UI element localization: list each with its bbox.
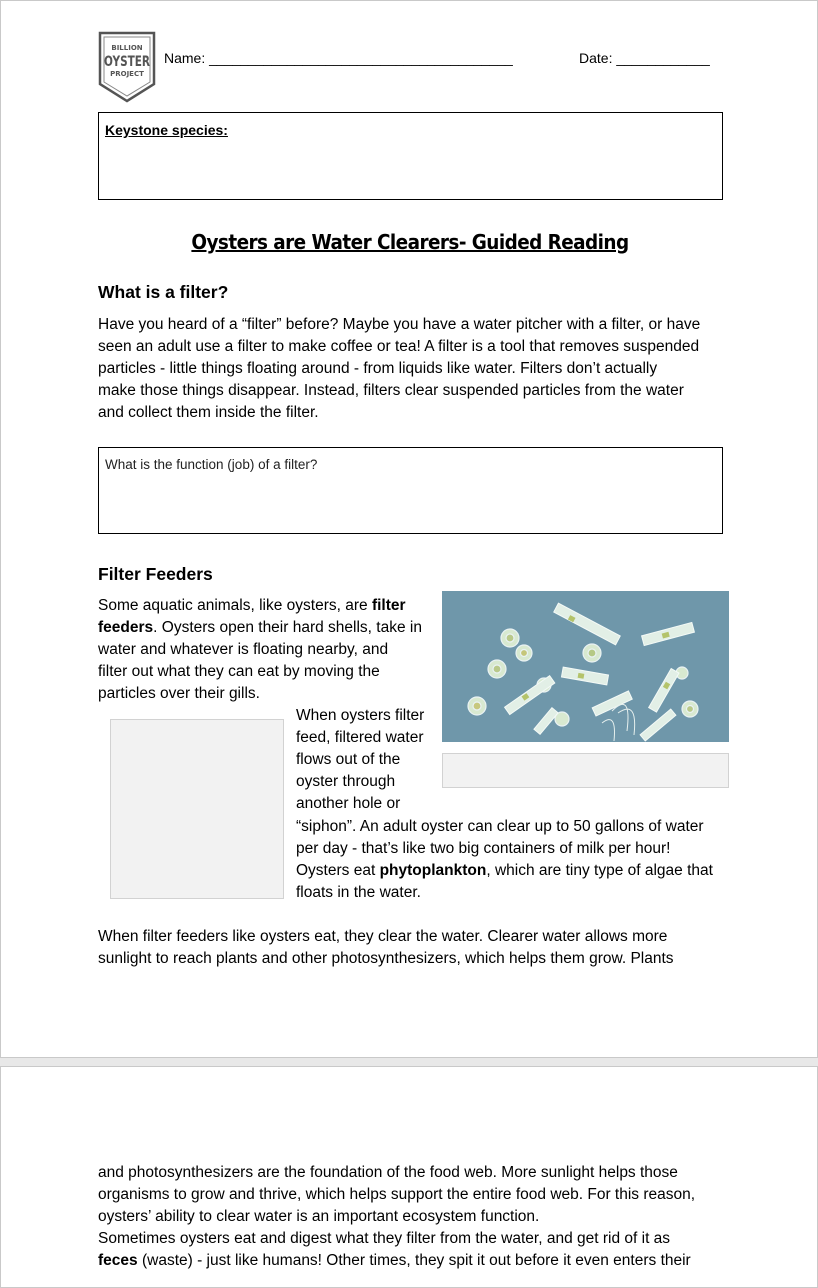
bold-term-feeders: feeders <box>98 619 154 636</box>
text-span: . Oysters open their hard shells, take in <box>153 619 422 636</box>
text-line <box>98 595 438 617</box>
text-line: Sometimes oysters eat and digest what they filter from the water, and get rid of it as <box>98 1230 671 1247</box>
logo-line1: BILLION <box>111 44 143 52</box>
text-span: (waste) - just like humans! Other times, they spit it out before it even enters their <box>137 1252 691 1269</box>
text-line: oysters’ ability to clear water is an important ecosystem function. <box>98 1208 540 1225</box>
billion-oyster-project-logo <box>97 30 157 103</box>
text-line <box>98 1250 738 1272</box>
text-line: and photosynthesizers are the foundation of the food web. More sunlight helps those <box>98 1164 678 1181</box>
text-span: Some aquatic animals, like oysters, are <box>98 597 372 614</box>
bold-term-filter: filter <box>371 597 406 614</box>
text-span: Oysters eat <box>296 862 380 879</box>
text-line: oyster through <box>296 773 396 790</box>
text-line: Have you heard of a “filter” before? Maybe you have a water pitcher with a filter, or have <box>98 316 701 333</box>
section1-paragraph <box>98 314 738 424</box>
filter-feeders-paragraph-3 <box>98 926 738 970</box>
date-field[interactable]: Date: ____________ <box>579 50 710 66</box>
bold-term-feces: feces <box>98 1252 138 1269</box>
oyster-image-placeholder <box>110 719 284 899</box>
filter-function-question: What is the function (job) of a filter? <box>105 457 318 472</box>
bold-term-phytoplankton: phytoplankton <box>379 862 487 879</box>
name-field[interactable]: Name: _______________________________________ <box>164 50 513 66</box>
text-line: another hole or <box>296 795 401 812</box>
filter-feeders-paragraph-2-wide <box>296 816 736 904</box>
text-line: organisms to grow and thrive, which helps support the entire food web. For this reason, <box>98 1186 696 1203</box>
filter-function-answer-box[interactable] <box>98 447 723 534</box>
filter-feeders-paragraph-2-narrow <box>296 705 436 815</box>
text-line: When oysters filter <box>296 707 425 724</box>
text-line: feed, filtered water <box>296 729 424 746</box>
phytoplankton-diatoms-image <box>442 591 729 742</box>
section-heading-filter-feeders: Filter Feeders <box>98 564 213 584</box>
text-line: seen an adult use a filter to make coffee or tea! A filter is a tool that removes suspended <box>98 338 700 355</box>
text-line: filter out what they can eat by moving the <box>98 663 380 680</box>
keystone-species-label: Keystone species: <box>105 122 228 138</box>
text-line: and collect them inside the filter. <box>98 404 319 421</box>
filter-feeders-paragraph-1 <box>98 595 438 705</box>
text-line: make those things disappear. Instead, filters clear suspended particles from the water <box>98 382 684 399</box>
document-page-2 <box>0 1066 818 1288</box>
text-line: sunlight to reach plants and other photosynthesizers, which helps them grow. Plants <box>98 950 674 967</box>
text-line: floats in the water. <box>296 884 421 901</box>
text-line: water and whatever is floating nearby, and <box>98 641 389 658</box>
image-caption-placeholder <box>442 753 729 788</box>
text-line: particles over their gills. <box>98 685 260 702</box>
page2-paragraph <box>98 1162 738 1272</box>
text-line <box>296 860 736 882</box>
text-line: When filter feeders like oysters eat, they clear the water. Clearer water allows more <box>98 928 668 945</box>
text-line: “siphon”. An adult oyster can clear up to 50 gallons of water <box>296 818 704 835</box>
logo-line3: PROJECT <box>110 70 144 78</box>
logo-line2: OYSTER <box>104 54 151 70</box>
text-line: per day - that’s like two big containers of milk per hour! <box>296 840 671 857</box>
document-title: Oysters are Water Clearers- Guided Reading <box>191 230 629 254</box>
section-heading-what-is-filter: What is a filter? <box>98 282 229 302</box>
text-span: , which are tiny type of algae that <box>486 862 713 879</box>
text-line <box>98 617 438 639</box>
keystone-species-box[interactable] <box>98 112 723 200</box>
text-line: flows out of the <box>296 751 401 768</box>
text-line: particles - little things floating around - from liquids like water. Filters don’t actually <box>98 360 658 377</box>
